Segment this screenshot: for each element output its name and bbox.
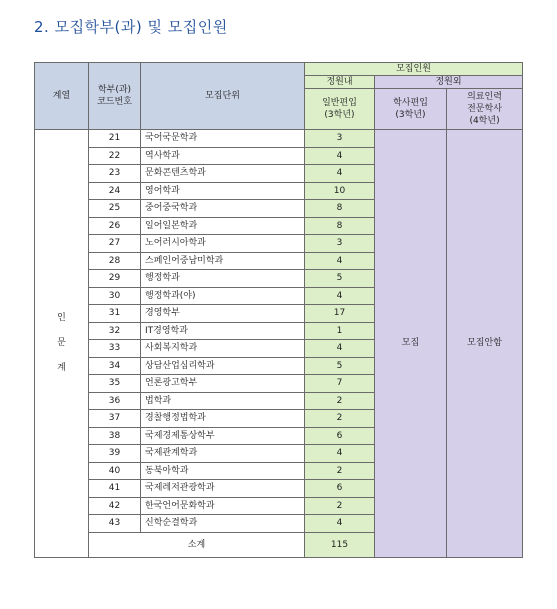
count-cell: 5 bbox=[305, 270, 375, 288]
header-medical bbox=[447, 89, 523, 130]
count-cell: 7 bbox=[305, 375, 375, 393]
unit-cell: 스페인어중남미학과 bbox=[141, 252, 305, 270]
count-cell: 4 bbox=[305, 287, 375, 305]
header-general-transfer bbox=[305, 89, 375, 130]
header-medical-line1: 의료인력 bbox=[467, 92, 502, 102]
code-cell: 41 bbox=[89, 480, 141, 498]
header-unit: 모집단위 bbox=[141, 63, 305, 130]
code-cell: 28 bbox=[89, 252, 141, 270]
unit-cell: 사회복지학과 bbox=[141, 340, 305, 358]
code-cell: 32 bbox=[89, 322, 141, 340]
code-cell: 33 bbox=[89, 340, 141, 358]
header-general-transfer-line2: (3학년) bbox=[324, 110, 355, 120]
code-cell: 42 bbox=[89, 497, 141, 515]
code-cell: 35 bbox=[89, 375, 141, 393]
subtotal-label: 소계 bbox=[89, 532, 305, 557]
unit-cell: 행정학과(야) bbox=[141, 287, 305, 305]
header-bachelor-transfer bbox=[375, 89, 447, 130]
count-cell: 3 bbox=[305, 130, 375, 148]
code-cell: 27 bbox=[89, 235, 141, 253]
count-cell: 6 bbox=[305, 480, 375, 498]
unit-cell: 국제관계학과 bbox=[141, 445, 305, 463]
unit-cell: 영어학과 bbox=[141, 182, 305, 200]
medical-status-cell: 모집안함 bbox=[447, 130, 523, 558]
unit-cell: 문화콘텐츠학과 bbox=[141, 165, 305, 183]
count-cell: 10 bbox=[305, 182, 375, 200]
header-field: 계열 bbox=[35, 63, 89, 130]
field-char: 계 bbox=[57, 363, 66, 374]
unit-cell: 경찰행정법학과 bbox=[141, 410, 305, 428]
count-cell: 2 bbox=[305, 462, 375, 480]
unit-cell: 행정학과 bbox=[141, 270, 305, 288]
unit-cell: 역사학과 bbox=[141, 147, 305, 165]
unit-cell: 노어러시아학과 bbox=[141, 235, 305, 253]
code-cell: 29 bbox=[89, 270, 141, 288]
section-title: 2. 모집학부(과) 및 모집인원 bbox=[34, 18, 228, 36]
code-cell: 22 bbox=[89, 147, 141, 165]
field-cell bbox=[35, 130, 89, 558]
unit-cell: 국어국문학과 bbox=[141, 130, 305, 148]
code-cell: 39 bbox=[89, 445, 141, 463]
header-code bbox=[89, 63, 141, 130]
unit-cell: 법학과 bbox=[141, 392, 305, 410]
field-char: 문 bbox=[57, 338, 66, 349]
unit-cell: 일어일본학과 bbox=[141, 217, 305, 235]
count-cell: 5 bbox=[305, 357, 375, 375]
code-cell: 31 bbox=[89, 305, 141, 323]
count-cell: 2 bbox=[305, 410, 375, 428]
header-medical-line2: 전문학사 bbox=[467, 104, 502, 114]
unit-cell: 상담산업심리학과 bbox=[141, 357, 305, 375]
unit-cell: 중어중국학과 bbox=[141, 200, 305, 218]
unit-cell: 신학순결학과 bbox=[141, 515, 305, 533]
subtotal-value: 115 bbox=[305, 532, 375, 557]
code-cell: 24 bbox=[89, 182, 141, 200]
header-code-line2: 코드번호 bbox=[97, 97, 132, 107]
unit-cell: 경영학부 bbox=[141, 305, 305, 323]
count-cell: 4 bbox=[305, 147, 375, 165]
header-quota-group: 모집인원 bbox=[305, 63, 523, 76]
count-cell: 6 bbox=[305, 427, 375, 445]
code-cell: 25 bbox=[89, 200, 141, 218]
code-cell: 30 bbox=[89, 287, 141, 305]
code-cell: 36 bbox=[89, 392, 141, 410]
count-cell: 4 bbox=[305, 515, 375, 533]
unit-cell: IT경영학과 bbox=[141, 322, 305, 340]
count-cell: 2 bbox=[305, 497, 375, 515]
code-cell: 40 bbox=[89, 462, 141, 480]
header-within-quota: 정원내 bbox=[305, 76, 375, 89]
unit-cell: 한국언어문화학과 bbox=[141, 497, 305, 515]
bachelor-status-cell: 모집 bbox=[375, 130, 447, 558]
code-cell: 37 bbox=[89, 410, 141, 428]
unit-cell: 국제경제통상학부 bbox=[141, 427, 305, 445]
unit-cell: 국제레저관광학과 bbox=[141, 480, 305, 498]
header-medical-line3: (4학년) bbox=[469, 116, 500, 126]
header-bachelor-transfer-line2: (3학년) bbox=[395, 110, 426, 120]
code-cell: 34 bbox=[89, 357, 141, 375]
code-cell: 26 bbox=[89, 217, 141, 235]
header-bachelor-transfer-line1: 학사편입 bbox=[393, 98, 428, 108]
count-cell: 8 bbox=[305, 217, 375, 235]
count-cell: 4 bbox=[305, 252, 375, 270]
count-cell: 2 bbox=[305, 392, 375, 410]
field-char: 인 bbox=[57, 313, 66, 324]
count-cell: 1 bbox=[305, 322, 375, 340]
count-cell: 8 bbox=[305, 200, 375, 218]
count-cell: 3 bbox=[305, 235, 375, 253]
unit-cell: 언론광고학부 bbox=[141, 375, 305, 393]
code-cell: 21 bbox=[89, 130, 141, 148]
recruitment-table bbox=[34, 62, 523, 558]
header-code-line1: 학부(과) bbox=[97, 85, 132, 95]
table-row bbox=[35, 130, 523, 148]
count-cell: 4 bbox=[305, 165, 375, 183]
header-general-transfer-line1: 일반편입 bbox=[322, 98, 357, 108]
count-cell: 4 bbox=[305, 340, 375, 358]
code-cell: 43 bbox=[89, 515, 141, 533]
header-outside-quota: 정원외 bbox=[375, 76, 523, 89]
code-cell: 38 bbox=[89, 427, 141, 445]
code-cell: 23 bbox=[89, 165, 141, 183]
unit-cell: 동북아학과 bbox=[141, 462, 305, 480]
count-cell: 17 bbox=[305, 305, 375, 323]
count-cell: 4 bbox=[305, 445, 375, 463]
